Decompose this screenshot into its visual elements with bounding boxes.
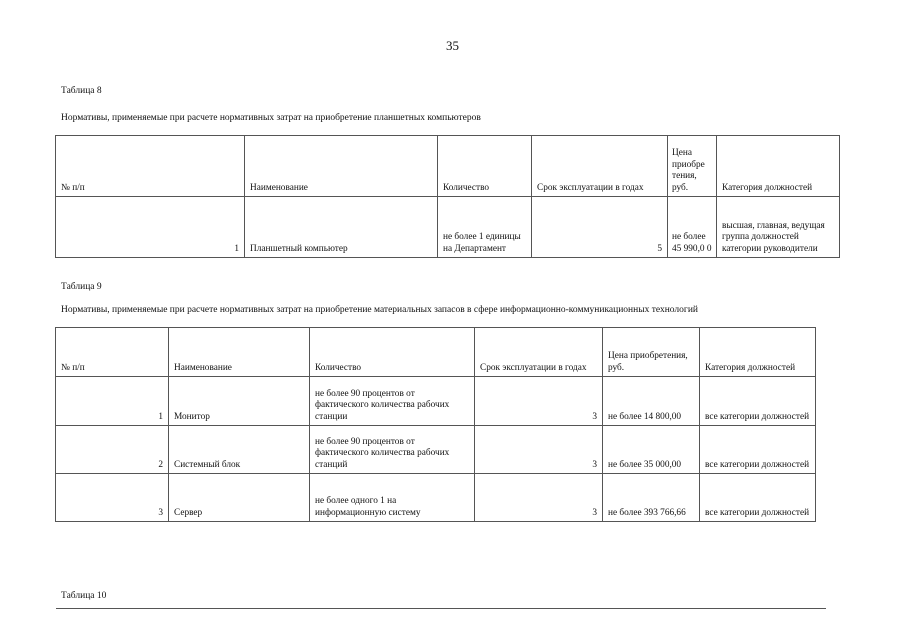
- table9-row2-qty: не более 90 процентов от фактического количества рабочих станций: [310, 426, 475, 474]
- table9-row2-num: 2: [56, 426, 169, 474]
- table9-row2-term: 3: [475, 426, 603, 474]
- table8-label: Таблица 8: [61, 86, 102, 96]
- table9-row1-category: все категории должностей: [700, 377, 816, 426]
- table8-caption: Нормативы, применяемые при расчете нормативных затрат на приобретение планшетных компьютеров: [61, 113, 481, 123]
- table8: [55, 135, 840, 258]
- table9-row2-name: Системный блок: [169, 426, 310, 474]
- table9-header-row: [56, 328, 816, 377]
- table9-row3-term: 3: [475, 474, 603, 522]
- table9: [55, 327, 816, 522]
- table8-row1-qty: не более 1 единицы на Департамент: [438, 197, 532, 258]
- table9-row2-category: все категории должностей: [700, 426, 816, 474]
- table8-row1-category: высшая, главная, ведущая группа должностей категории руководители: [717, 197, 840, 258]
- table9-row1-name: Монитор: [169, 377, 310, 426]
- page-number: 35: [446, 38, 459, 53]
- table8-row1-price: не более 45 990,0 0: [668, 197, 717, 258]
- table8-row1-num: 1: [56, 197, 245, 258]
- table8-row1-name: Планшетный компьютер: [245, 197, 438, 258]
- table8-header-name: Наименование: [245, 136, 438, 197]
- table9-row1-num: 1: [56, 377, 169, 426]
- table9-row1-qty: не более 90 процентов от фактического количества рабочих станции: [310, 377, 475, 426]
- table10-top-border: [56, 608, 826, 609]
- table-row: [56, 197, 840, 258]
- table9-row3-num: 3: [56, 474, 169, 522]
- table8-row1-term: 5: [532, 197, 668, 258]
- table9-row3-category: все категории должностей: [700, 474, 816, 522]
- table9-row1-term: 3: [475, 377, 603, 426]
- table9-row2-price: не более 35 000,00: [603, 426, 700, 474]
- table9-row3-price: не более 393 766,66: [603, 474, 700, 522]
- table9-header-qty: Количество: [310, 328, 475, 377]
- table8-header-category: Категория должностей: [717, 136, 840, 197]
- table8-header-row: [56, 136, 840, 197]
- table8-header-num: № п/п: [56, 136, 245, 197]
- table9-header-term: Срок эксплуатации в годах: [475, 328, 603, 377]
- table9-header-name: Наименование: [169, 328, 310, 377]
- table10-label: Таблица 10: [61, 591, 107, 601]
- table9-row3-name: Сервер: [169, 474, 310, 522]
- table8-header-qty: Количество: [438, 136, 532, 197]
- table9-header-price: Цена приобретения, руб.: [603, 328, 700, 377]
- table9-header-num: № п/п: [56, 328, 169, 377]
- table8-header-price: Цена приобре тения, руб.: [668, 136, 717, 197]
- table-row: [56, 377, 816, 426]
- table8-header-term: Срок эксплуатации в годах: [532, 136, 668, 197]
- table9-label: Таблица 9: [61, 282, 102, 292]
- table9-header-category: Категория должностей: [700, 328, 816, 377]
- table9-row1-price: не более 14 800,00: [603, 377, 700, 426]
- table-row: [56, 426, 816, 474]
- table-row: [56, 474, 816, 522]
- table9-caption: Нормативы, применяемые при расчете нормативных затрат на приобретение материальных запасов в сфере информационно-коммуникационных технологий: [61, 305, 698, 315]
- table9-row3-qty: не более одного 1 на информационную систему: [310, 474, 475, 522]
